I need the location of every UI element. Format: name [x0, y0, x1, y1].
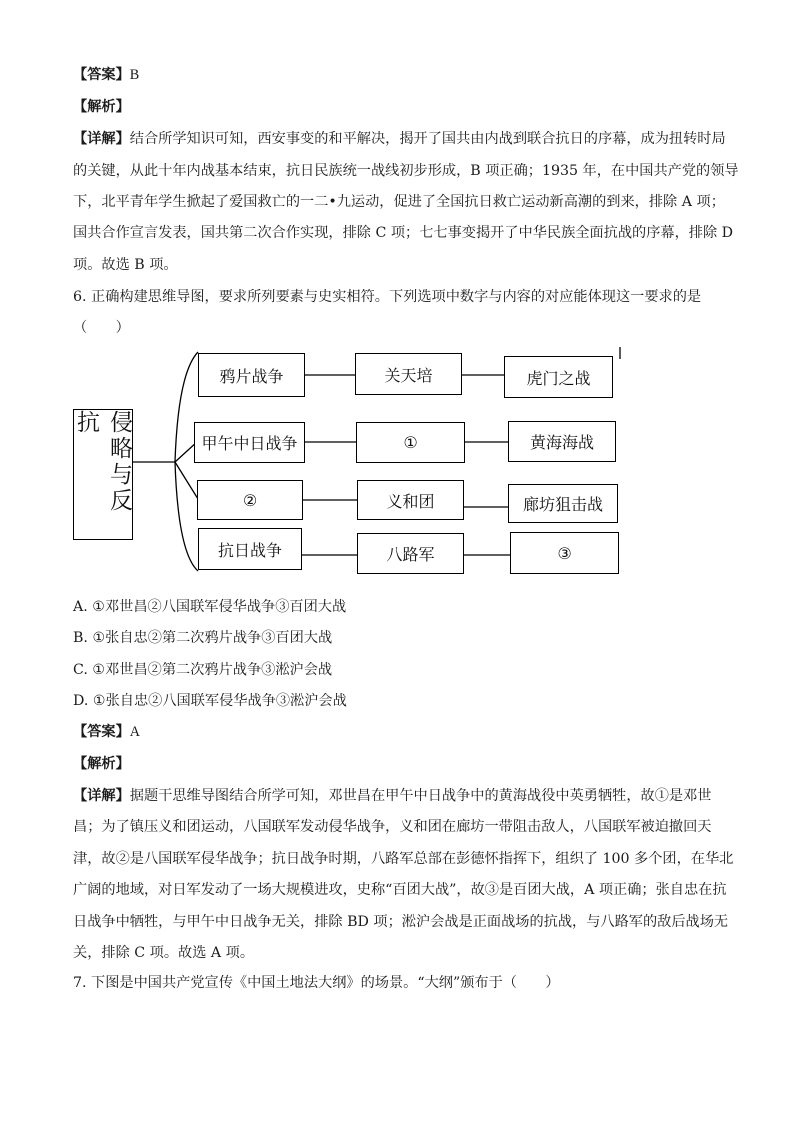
detail-tag: 【详解】: [73, 788, 130, 804]
q6-stem: 6. 正确构建思维导图，要求所列要素与史实相符。下列选项中数字与内容的对应能体现这一要求的是: [73, 289, 702, 305]
node-row2-battle: 黄海海战: [508, 421, 616, 462]
analysis-tag: 【解析】: [73, 99, 130, 115]
q6-detail-line-6: 关，排除 C 项。故选 A 项。: [73, 945, 255, 961]
detail-text: 据题干思维导图结合所学可知，邓世昌在甲午中日战争中的黄海战役中英勇牺牲，故①是邓世: [129, 788, 712, 804]
q5-detail-line-2: 的关键，从此十年内战基本结束，抗日民族统一战线初步形成，B 项正确；1935 年，在中国共产党的领导: [73, 163, 739, 179]
answer-value: B: [129, 67, 140, 83]
node-row2-blank-1: ①: [356, 422, 465, 463]
q5-detail-line-5: 项。故选 B 项。: [73, 257, 178, 273]
q6-answer-line: [73, 722, 140, 742]
node-row3-blank-2: ②: [197, 480, 303, 520]
answer-tag: 【答案】: [73, 724, 130, 740]
option-d: D. ①张自忠②八国联军侵华战争③淞沪会战: [73, 693, 347, 709]
q6-detail-line-3: 津，故②是八国联军侵华战争；抗日战争时期，八路军总部在彭德怀指挥下，组织了 100 多个团，在华北: [73, 851, 734, 867]
q5-detail-line-4: 国共合作宣言发表，国共第二次合作实现，排除 C 项；七七事变揭开了中华民族全面抗战的序幕，排除 D: [73, 225, 734, 241]
q5-detail-line-1: [73, 129, 726, 149]
node-row3-battle: 廊坊狙击战: [508, 484, 618, 523]
mind-map-diagram: [70, 343, 630, 581]
option-a: A. ①邓世昌②八国联军侵华战争③百团大战: [73, 599, 347, 615]
answer-value: A: [129, 724, 141, 740]
detail-tag: 【详解】: [73, 131, 130, 147]
q7-stem: 7. 下图是中国共产党宣传《中国土地法大纲》的场景。“大纲”颁布于（ ）: [73, 975, 560, 991]
option-b: B. ①张自忠②第二次鸦片战争③百团大战: [73, 630, 333, 646]
q6-detail-line-5: 日战争中牺牲，与甲午中日战争无关，排除 BD 项；淞沪会战是正面战场的抗战，与八路军的敌后战场无: [73, 914, 729, 930]
node-row2-war: 甲午中日战争: [194, 422, 305, 463]
detail-text: 结合所学知识可知，西安事变的和平解决，揭开了国共由内战到联合抗日的序幕，成为扭转时局: [129, 131, 726, 147]
node-row1-battle: 虎门之战: [504, 356, 613, 398]
q5-detail-line-3: 下，北平青年学生掀起了爱国救亡的一二•九运动，促进了全国抗日救亡运动新高潮的到来，排除 A 项；: [73, 194, 725, 210]
analysis-tag: 【解析】: [73, 756, 130, 772]
node-row4-blank-3: ③: [510, 532, 619, 574]
root-node: 侵略与反抗: [73, 409, 133, 540]
q6-detail-line-4: 广阔的地域，对日军发动了一场大规模进攻，史称“百团大战”，故③是百团大战，A 项正确；张自忠在抗: [73, 882, 727, 898]
node-row4-war: 抗日战争: [198, 528, 302, 570]
node-row1-person: 关天培: [355, 353, 462, 395]
option-c: C. ①邓世昌②第二次鸦片战争③淞沪会战: [73, 662, 333, 678]
q6-detail-line-1: [73, 786, 711, 806]
q6-detail-line-2: 昌；为了镇压义和团运动，八国联军发动侵华战争，义和团在廊坊一带阻击敌人，八国联军被迫撤回天: [73, 819, 712, 835]
q5-answer-line: [73, 65, 139, 85]
q6-stem-paren: （ ）: [73, 320, 130, 336]
node-row3-group: 义和团: [357, 480, 464, 520]
node-row1-war: 鸦片战争: [198, 353, 305, 397]
node-row4-army: 八路军: [357, 533, 464, 574]
answer-tag: 【答案】: [73, 67, 130, 83]
